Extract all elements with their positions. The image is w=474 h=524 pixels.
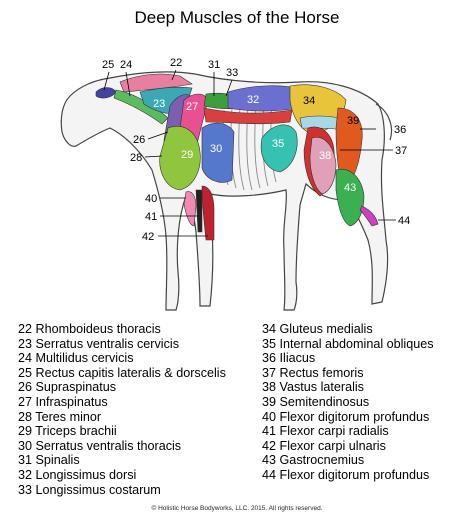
label-23-inner: 23 xyxy=(153,98,166,110)
label-36: 36 xyxy=(394,124,407,136)
label-43-inner: 43 xyxy=(344,182,357,194)
label-34-inner: 34 xyxy=(303,95,316,107)
label-38-inner: 38 xyxy=(319,150,332,162)
legend-item: 34 Gluteus medialis xyxy=(262,322,373,336)
label-22: 22 xyxy=(170,57,183,69)
legend-item: 30 Serratus ventralis thoracis xyxy=(18,438,182,453)
diagram-title: Deep Muscles of the Horse xyxy=(134,8,340,27)
legend-item: 35 Internal abdominal obliques xyxy=(262,336,434,351)
label-26: 26 xyxy=(133,134,146,146)
label-37: 37 xyxy=(395,145,408,157)
legend-item: 29 Triceps brachii xyxy=(18,424,117,439)
legend-item: 31 Spinalis xyxy=(18,453,80,468)
label-29-inner: 29 xyxy=(181,149,194,161)
legend-item: 43 Gastrocnemius xyxy=(262,453,365,468)
label-25: 25 xyxy=(102,59,115,71)
legend-item: 28 Teres minor xyxy=(18,409,102,424)
legend-item: 39 Semitendinosus xyxy=(262,394,370,409)
label-41: 41 xyxy=(145,211,158,223)
legend-item: 33 Longissimus costarum xyxy=(18,482,161,497)
legend-item: 41 Flexor carpi radialis xyxy=(262,424,389,439)
label-31: 31 xyxy=(208,59,221,71)
legend-item: 40 Flexor digitorum profundus xyxy=(262,409,430,424)
label-40: 40 xyxy=(145,193,158,205)
label-24: 24 xyxy=(120,59,133,71)
legend-item: 38 Vastus lateralis xyxy=(262,380,364,395)
legend-item: 37 Rectus femoris xyxy=(262,365,364,380)
label-44: 44 xyxy=(398,215,411,227)
legend-item: 42 Flexor carpi ulnaris xyxy=(262,438,386,453)
label-28: 28 xyxy=(130,152,143,164)
legend-item: 44 Flexor digitorum profundus xyxy=(262,467,430,482)
label-30-inner: 30 xyxy=(210,143,223,155)
legend-item: 26 Supraspinatus xyxy=(18,380,117,395)
legend-item: 22 Rhomboideus thoracis xyxy=(18,322,161,336)
legend-right xyxy=(262,322,434,483)
legend-left xyxy=(18,322,226,497)
legend-item: 23 Serratus ventralis cervicis xyxy=(18,336,179,351)
legend-item: 25 Rectus capitis lateralis & dorscelis xyxy=(18,365,226,380)
label-27-inner: 27 xyxy=(186,101,199,113)
legend-item: 27 Infraspinatus xyxy=(18,394,108,409)
copyright-footer: © Holistic Horse Bodyworks, LLC. 2015. All rights reserved. xyxy=(151,505,323,512)
label-39-inner: 39 xyxy=(347,115,360,127)
legend-item: 24 Multilidus cervicis xyxy=(18,351,134,366)
label-35-inner: 35 xyxy=(272,138,285,150)
muscle-40 xyxy=(184,192,196,226)
label-42: 42 xyxy=(142,231,155,243)
label-33: 33 xyxy=(226,67,239,79)
legend-item: 32 Longissimus dorsi xyxy=(18,467,137,482)
label-32-inner: 32 xyxy=(247,94,260,106)
legend-item: 36 Iliacus xyxy=(262,351,316,366)
